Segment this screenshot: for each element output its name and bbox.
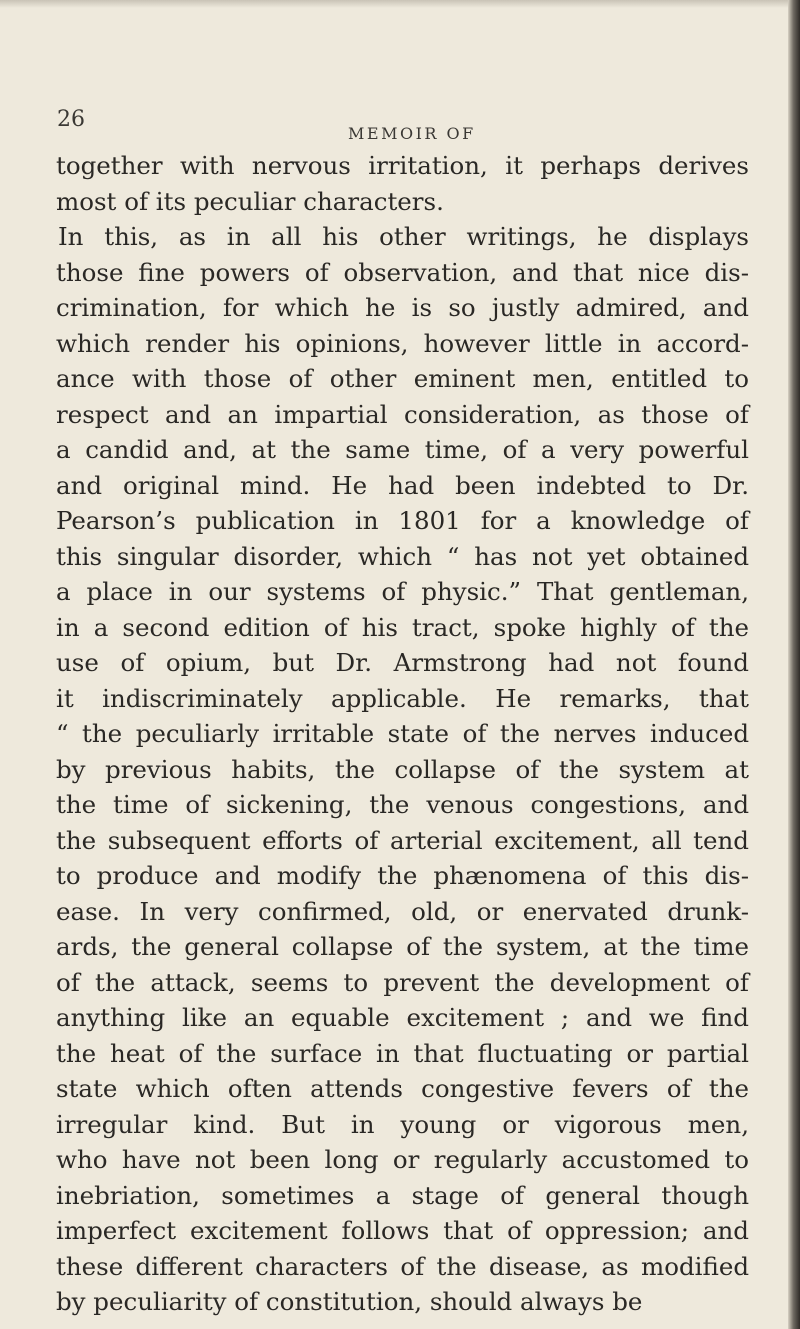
text-line: it indiscriminately applicable. He remarks, that: [56, 683, 749, 713]
text-line: state which often attends congestive fevers of the: [56, 1074, 749, 1103]
text-line: use of opium, but Dr. Armstrong had not found: [56, 648, 749, 677]
text-line: ards, the general collapse of the system, at the time: [56, 932, 749, 961]
text-line: crimination, for which he is so justly admired, and: [56, 293, 749, 322]
text-line: these different characters of the disease, as modified: [56, 1251, 749, 1281]
text-line: most of its peculiar characters.: [56, 186, 444, 216]
text-line: a place in our systems of physic.” That gentleman,: [56, 577, 749, 606]
text-line: anything like an equable excitement ; and we find: [56, 1003, 749, 1032]
body-text: [56, 148, 749, 1320]
text-line: ance with those of other eminent men, entitled to: [56, 364, 749, 393]
text-line: together with nervous irritation, it perhaps derives: [56, 151, 749, 180]
text-line: by previous habits, the collapse of the system at: [56, 754, 749, 784]
text-line: in a second edition of his tract, spoke highly of the: [56, 612, 749, 642]
text-line: the subsequent efforts of arterial excitement, all tend: [56, 825, 749, 855]
text-line: the heat of the surface in that fluctuating or partial: [56, 1038, 749, 1068]
page-top-edge: [0, 0, 790, 8]
text-line: respect and an impartial consideration, as those of: [56, 399, 749, 429]
text-line: and original mind. He had been indebted to Dr.: [56, 470, 749, 500]
running-title: MEMOIR OF: [348, 124, 476, 143]
page-number: 26: [57, 107, 85, 132]
text-line: a candid and, at the same time, of a very powerful: [56, 435, 749, 464]
text-line: irregular kind. But in young or vigorous men,: [56, 1109, 749, 1139]
text-line: those fine powers of observation, and that nice dis-: [56, 257, 749, 287]
book-binding-edge: [788, 0, 800, 1329]
text-line: this singular disorder, which “ has not yet obtained: [56, 541, 749, 571]
text-line: “ the peculiarly irritable state of the nerves induced: [56, 719, 749, 748]
text-line: which render his opinions, however little in accord-: [56, 328, 749, 358]
text-line: Pearson’s publication in 1801 for a knowledge of: [56, 506, 749, 535]
text-line: who have not been long or regularly accustomed to: [56, 1145, 749, 1174]
text-line: inebriation, sometimes a stage of general though: [56, 1180, 749, 1210]
text-line: of the attack, seems to prevent the development of: [56, 967, 749, 997]
text-line: ease. In very confirmed, old, or enervated drunk-: [56, 896, 749, 926]
text-line: In this, as in all his other writings, he displays: [58, 222, 749, 251]
text-line: to produce and modify the phænomena of this dis-: [56, 861, 749, 890]
text-line: by peculiarity of constitution, should always be: [56, 1287, 643, 1316]
text-line: the time of sickening, the venous congestions, and: [56, 790, 749, 819]
text-line: imperfect excitement follows that of oppression; and: [56, 1216, 749, 1245]
